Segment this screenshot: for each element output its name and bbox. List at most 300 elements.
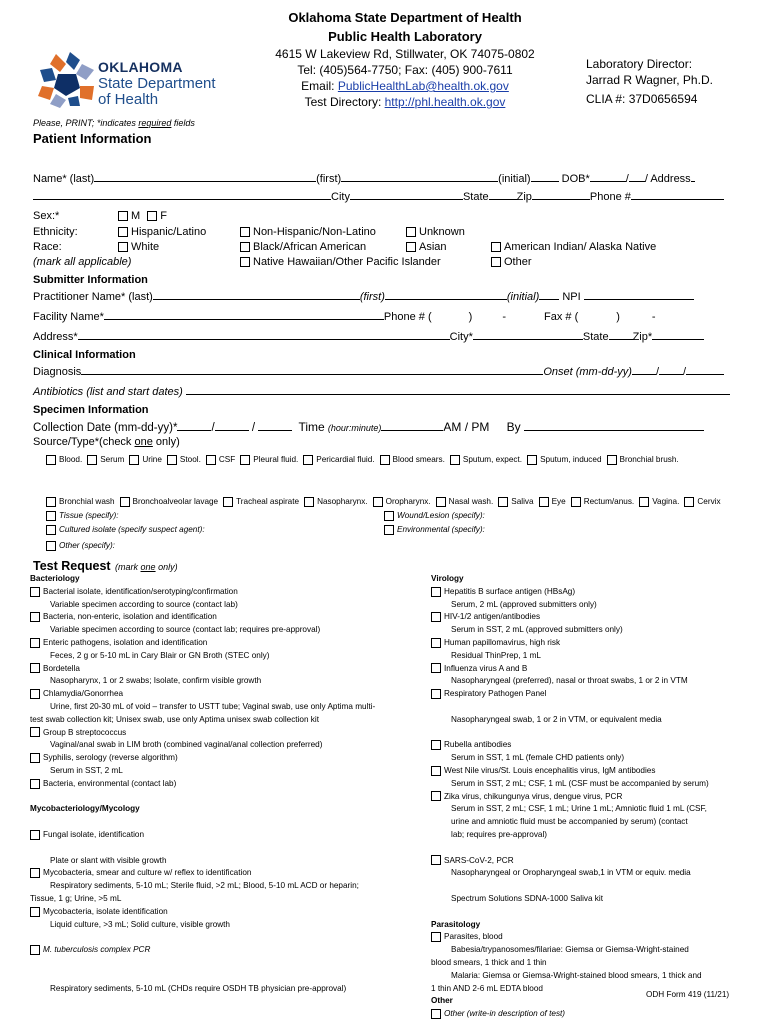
submitter-city-field[interactable] <box>473 330 583 340</box>
source-checkbox[interactable] <box>46 497 56 507</box>
mark-all-note: (mark all applicable) <box>33 256 132 268</box>
test-option-bacteria-environmental-contact[interactable] <box>30 778 420 791</box>
wound-checkbox[interactable] <box>384 511 394 521</box>
source-option-nasopharynx[interactable] <box>304 497 368 506</box>
test-specimen-note: Nasopharynx, 1 or 2 swabs; Isolate, confirm visible growth <box>50 676 262 686</box>
source-label: Sputum, expect. <box>462 455 523 465</box>
ok-state-logo-icon <box>36 50 98 108</box>
environmental-checkbox[interactable] <box>384 525 394 535</box>
test-checkbox[interactable] <box>431 1009 441 1019</box>
asian-checkbox[interactable] <box>406 242 416 252</box>
test-option-bordetella[interactable] <box>30 663 420 676</box>
antibiotics-field[interactable] <box>186 385 730 395</box>
test-option-label: Bacterial isolate, identification/serotyping/confirmation <box>43 586 238 596</box>
source-checkbox[interactable] <box>639 497 649 507</box>
submitter-zip-label: Zip* <box>632 331 653 343</box>
source-option-nasal-wash[interactable] <box>436 497 494 506</box>
test-option-label: Parasites, blood <box>444 932 503 942</box>
source-checkbox[interactable] <box>450 455 460 465</box>
spacer <box>30 842 420 855</box>
facility-phone-label: Phone # ( <box>383 311 432 323</box>
sex-m-checkbox[interactable] <box>118 211 128 221</box>
source-checkbox[interactable] <box>527 455 537 465</box>
dob-month[interactable] <box>590 172 626 182</box>
source-other-checkbox[interactable] <box>46 541 56 551</box>
test-option-label: Enteric pathogens, isolation and identification <box>43 637 208 647</box>
test-specimen-note: Respiratory sediments, 5-10 mL; Sterile fluid, >2 mL; Blood, 5-10 mL ACD or heparin; <box>50 881 359 891</box>
facility-label: Facility Name* <box>33 311 104 323</box>
source-label: Bronchoalveolar lavage <box>132 497 219 507</box>
test-option-sars-cov-2-pcr[interactable] <box>431 855 751 868</box>
source-option-pleural-fluid[interactable] <box>240 455 298 464</box>
test-option-label: SARS-CoV-2, PCR <box>444 855 514 865</box>
phone-dash: - <box>502 311 507 323</box>
environmental-label: Environmental (specify): <box>397 525 485 535</box>
test-option-label: Hepatitis B surface antigen (HBsAg) <box>444 586 576 596</box>
email-label: Email: <box>301 79 338 93</box>
test-specimen-note: Urine, first 20-30 mL of void – transfer to USTT tube; Vaginal swab, use only Aptima multi- <box>50 701 376 711</box>
source-label: Urine <box>142 455 162 465</box>
last-name-field[interactable] <box>94 172 316 182</box>
test-option-label: M. tuberculosis complex PCR <box>43 945 151 955</box>
test-specimen-note: Serum, 2 mL (approved submitters only) <box>451 599 597 609</box>
clia-number: CLIA #: 37D0656594 <box>586 92 698 106</box>
lab-phone: Tel: (405)564-7750; Fax: (405) 900-7611 <box>297 63 513 77</box>
form-number: ODH Form 419 (11/21) <box>646 990 730 999</box>
source-label: Tracheal aspirate <box>236 497 300 507</box>
hispanic-checkbox[interactable] <box>118 227 128 237</box>
test-checkbox[interactable] <box>431 689 441 699</box>
test-specimen-note: Variable specimen according to source (contact lab) <box>50 599 238 609</box>
test-option-influenza-virus-a-and-b[interactable] <box>431 663 751 676</box>
patient-address-field[interactable] <box>691 172 695 182</box>
tissue-label: Tissue (specify): <box>59 511 119 521</box>
facility-field[interactable] <box>104 310 384 320</box>
test-specimen-note: Spectrum Solutions SDNA-1000 Saliva kit <box>451 893 603 903</box>
lab-name: Public Health Laboratory <box>328 29 482 44</box>
test-checkbox[interactable] <box>431 587 441 597</box>
patient-name-row: Name* (last) (first) (initial) DOB* / / Address <box>33 172 695 185</box>
tissue-checkbox[interactable] <box>46 511 56 521</box>
patient-info-title: Patient Information <box>33 131 152 146</box>
spacer <box>431 880 751 893</box>
test-option-label: HIV-1/2 antigen/antibodies <box>444 612 541 622</box>
nhpi-checkbox[interactable] <box>240 257 250 267</box>
initial-label: (initial) <box>498 173 531 185</box>
diagnosis-label: Diagnosis <box>33 366 82 378</box>
source-option-csf[interactable] <box>206 455 235 464</box>
source-checkbox[interactable] <box>129 455 139 465</box>
source-option-rectum-anus[interactable] <box>571 497 635 506</box>
clinical-info-title: Clinical Information <box>33 349 136 361</box>
asian-label: Asian <box>419 241 447 253</box>
test-option-label: Bacteria, environmental (contact lab) <box>43 778 177 788</box>
test-checkbox[interactable] <box>30 663 40 673</box>
test-option-chlamydia-gonorrhea[interactable] <box>30 688 420 701</box>
test-checkbox[interactable] <box>431 791 441 801</box>
source-checkbox[interactable] <box>380 455 390 465</box>
source-option-bronchoalveolar-lavage[interactable] <box>120 497 219 506</box>
test-specimen-note: Liquid culture, >3 mL; Solid culture, visible growth <box>50 919 230 929</box>
practitioner-initial-field[interactable] <box>539 290 559 300</box>
collection-date-label: Collection Date (mm-dd-yy)* <box>33 422 178 434</box>
test-checkbox[interactable] <box>431 638 441 648</box>
source-checkbox[interactable] <box>684 497 694 507</box>
source-checkbox[interactable] <box>373 497 383 507</box>
collection-year-field[interactable] <box>258 421 292 431</box>
test-specimen-note: 1 thin AND 2-6 mL EDTA blood <box>431 983 543 993</box>
spacer <box>30 791 420 804</box>
spacer <box>431 842 751 855</box>
test-section-heading: Virology <box>431 574 464 583</box>
lab-address: 4615 W Lakeview Rd, Stillwater, OK 74075-0802 <box>275 47 535 61</box>
source-option-vagina[interactable] <box>639 497 679 506</box>
practitioner-last-field[interactable] <box>153 290 360 300</box>
source-label: Nasopharynx. <box>317 497 368 507</box>
test-specimen-note: Malaria: Giemsa or Giemsa-Wright-stained blood smears, 1 thick and <box>451 970 702 980</box>
test-checkbox[interactable] <box>30 587 40 597</box>
org-name: Oklahoma State Department of Health <box>288 10 522 25</box>
test-specimen-note: Serum in SST, 2 mL <box>50 765 123 775</box>
source-label: Stool. <box>179 455 201 465</box>
test-checkbox[interactable] <box>30 830 40 840</box>
zip-field[interactable] <box>532 190 590 200</box>
patient-address-label: / Address <box>644 173 691 185</box>
source-option-pericardial-fluid[interactable] <box>303 455 374 464</box>
test-checkbox[interactable] <box>431 663 441 673</box>
test-option-other-write-in-description-of-[interactable] <box>431 1008 751 1021</box>
test-option-label: Respiratory Pathogen Panel <box>444 689 547 699</box>
test-option-label: Zika virus, chikungunya virus, dengue virus, PCR <box>444 791 623 801</box>
test-option-label: Chlamydia/Gonorrhea <box>43 689 124 699</box>
fax-label: Fax # ( <box>544 311 579 323</box>
sex-m-label: M <box>131 210 141 222</box>
test-option-parasites-blood[interactable] <box>431 931 751 944</box>
source-option-saliva[interactable] <box>498 497 533 506</box>
test-specimen-note: Tissue, 1 g; Urine, >5 mL <box>30 893 122 903</box>
directory-link[interactable]: http://phl.health.ok.gov <box>384 95 506 109</box>
test-specimen-note: Serum in SST, 2 mL (approved submitters only) <box>451 625 623 635</box>
submitter-zip-field[interactable] <box>652 330 704 340</box>
submitter-state-field[interactable] <box>609 330 633 340</box>
phone-paren: ) <box>468 311 473 323</box>
tests-right-column <box>431 573 751 1021</box>
test-option-mycobacteria-smear-and-culture[interactable] <box>30 867 420 880</box>
source-checkbox[interactable] <box>498 497 508 507</box>
collected-by-field[interactable] <box>524 421 704 431</box>
test-request-subtitle: (mark one only) <box>115 562 178 572</box>
logo-line3: of Health <box>98 91 159 108</box>
source-checkbox[interactable] <box>607 455 617 465</box>
test-option-bacteria-non-enteric-isolation[interactable] <box>30 611 420 624</box>
source-label: Pleural fluid. <box>253 455 299 465</box>
test-checkbox[interactable] <box>30 907 40 917</box>
source-option-eye[interactable] <box>539 497 566 506</box>
test-option-rubella-antibodies[interactable] <box>431 739 751 752</box>
source-label: Sputum, induced <box>540 455 602 465</box>
test-checkbox[interactable] <box>30 753 40 763</box>
phone-label: Phone # <box>589 191 631 203</box>
source-label: Nasal wash. <box>448 497 494 507</box>
test-specimen-note: Serum in SST, 2 mL; CSF, 1 mL (CSF must be accompanied by serum) <box>451 778 709 788</box>
amind-checkbox[interactable] <box>491 242 501 252</box>
nonhispanic-label: Non-Hispanic/Non-Latino <box>253 226 376 238</box>
cultured-isolate-checkbox[interactable] <box>46 525 56 535</box>
phone-field[interactable] <box>631 190 724 200</box>
black-checkbox[interactable] <box>240 242 250 252</box>
source-option-sputum-expect[interactable] <box>450 455 522 464</box>
source-checkbox[interactable] <box>46 455 56 465</box>
test-option-hiv-1-2-antigen-antibodies[interactable] <box>431 611 751 624</box>
first-name-field[interactable] <box>341 172 498 182</box>
diagnosis-field[interactable] <box>81 365 543 375</box>
test-specimen-note: Vaginal/anal swab in LIM broth (combined vaginal/anal collection preferred) <box>50 740 323 750</box>
source-label: Serum <box>100 455 125 465</box>
submitter-city-label: City* <box>449 331 473 343</box>
test-checkbox[interactable] <box>30 945 40 955</box>
npi-field[interactable] <box>584 290 694 300</box>
antibiotics-label: Antibiotics (list and start dates) <box>33 386 183 398</box>
onset-month-field[interactable] <box>632 365 656 375</box>
test-section-heading: Other <box>431 996 453 1006</box>
test-option-label: Mycobacteria, smear and culture w/ reflex to identification <box>43 868 252 878</box>
test-specimen-note: Variable specimen according to source (contact lab; requires pre-approval) <box>50 625 321 635</box>
logo <box>36 50 236 108</box>
spacer <box>431 906 751 919</box>
source-option-bronchial-brush[interactable] <box>607 455 679 464</box>
test-option-label: Bacteria, non-enteric, isolation and identification <box>43 612 217 622</box>
source-label: Rectum/anus. <box>583 497 635 507</box>
state-field[interactable] <box>489 190 517 200</box>
source-option-stool[interactable] <box>167 455 201 464</box>
source-option-cervix[interactable] <box>684 497 720 506</box>
source-other-label: Other (specify): <box>59 541 115 551</box>
fax-paren: ) <box>616 311 620 323</box>
test-option-label: Mycobacteria, isolate identification <box>43 906 168 916</box>
hispanic-label: Hispanic/Latino <box>131 226 207 238</box>
submitter-state-label: State <box>582 331 609 343</box>
instructions: Please, PRINT; *indicates required fields <box>33 118 195 128</box>
test-checkbox[interactable] <box>431 612 441 622</box>
spacer <box>431 701 751 714</box>
specimen-info-title: Specimen Information <box>33 404 149 416</box>
source-label: Vagina. <box>652 497 680 507</box>
logo-line2: State Department <box>98 75 216 92</box>
test-checkbox[interactable] <box>431 855 441 865</box>
test-option-hepatitis-b-surface-antigen-hb[interactable] <box>431 586 751 599</box>
spacer <box>30 931 420 944</box>
test-specimen-note: Serum in SST, 1 mL (female CHD patients only) <box>451 753 625 763</box>
initial-field[interactable] <box>531 172 559 182</box>
spacer <box>30 816 420 829</box>
source-checkbox[interactable] <box>539 497 549 507</box>
practitioner-initial-label: (initial) <box>506 291 540 303</box>
city-field[interactable] <box>350 190 463 200</box>
source-option-tracheal-aspirate[interactable] <box>223 497 299 506</box>
test-option-label: Bordetella <box>43 663 80 673</box>
ethnicity-label: Ethnicity: <box>33 226 78 238</box>
spacer <box>30 957 420 970</box>
test-specimen-note: blood smears, 1 thick and 1 thin <box>431 957 547 967</box>
test-option-label: Other (write-in description of test) <box>444 1009 566 1019</box>
directory-label: Test Directory: <box>304 95 385 109</box>
test-specimen-note: test swab collection kit; Unisex swab, use only Aptima unisex swab collection kit <box>30 714 319 724</box>
white-checkbox[interactable] <box>118 242 128 252</box>
test-specimen-note: Residual ThinPrep, 1 mL <box>451 650 541 660</box>
test-option-group-b-streptococcus[interactable] <box>30 727 420 740</box>
director-label: Laboratory Director: <box>586 57 693 71</box>
source-option-sputum-induced[interactable] <box>527 455 601 464</box>
test-specimen-note: lab; requires pre-approval) <box>451 829 548 839</box>
source-checkbox[interactable] <box>87 455 97 465</box>
nonhispanic-checkbox[interactable] <box>240 227 250 237</box>
test-option-label: Fungal isolate, identification <box>43 829 145 839</box>
npi-label: NPI <box>562 291 581 303</box>
source-checkbox[interactable] <box>571 497 581 507</box>
street-field[interactable] <box>33 190 331 200</box>
source-checkbox[interactable] <box>206 455 216 465</box>
time-label: Time <box>298 420 325 434</box>
test-option-label: Influenza virus A and B <box>444 663 528 673</box>
fax-dash: - <box>651 311 656 323</box>
test-checkbox[interactable] <box>431 740 441 750</box>
source-option-oropharynx[interactable] <box>373 497 431 506</box>
test-specimen-note: Feces, 2 g or 5-10 mL in Cary Blair or GN Broth (STEC only) <box>50 650 270 660</box>
source-label: Blood. <box>59 455 83 465</box>
sex-f-label: F <box>160 210 167 222</box>
test-option-m-tuberculosis-complex-pcr[interactable] <box>30 944 420 957</box>
city-label: City <box>331 191 350 203</box>
source-option-blood[interactable] <box>46 455 82 464</box>
test-specimen-note: Nasopharyngeal or Oropharyngeal swab,1 in VTM or equiv. media <box>451 868 691 878</box>
practitioner-first-field[interactable] <box>385 290 507 300</box>
test-checkbox[interactable] <box>30 868 40 878</box>
source-checkbox[interactable] <box>120 497 130 507</box>
ethnicity-unknown-checkbox[interactable] <box>406 227 416 237</box>
ampm-label: AM / PM <box>443 420 490 434</box>
collection-month-field[interactable] <box>177 421 211 431</box>
test-checkbox[interactable] <box>30 638 40 648</box>
test-option-label: Rubella antibodies <box>444 740 512 750</box>
collection-day-field[interactable] <box>215 421 249 431</box>
test-option-syphilis-serology-reverse-algo[interactable] <box>30 752 420 765</box>
state-label: State <box>462 191 489 203</box>
black-label: Black/African American <box>253 241 367 253</box>
source-option-blood-smears[interactable] <box>380 455 445 464</box>
white-label: White <box>131 241 160 253</box>
tests-left-column <box>30 573 420 995</box>
nhpi-label: Native Hawaiian/Other Pacific Islander <box>253 256 441 268</box>
amind-label: American Indian/ Alaska Native <box>504 241 657 253</box>
test-specimen-note: Nasopharyngeal (preferred), nasal or throat swabs, 1 or 2 in VTM <box>451 676 688 686</box>
dob-label: DOB* <box>561 173 590 185</box>
source-option-urine[interactable] <box>129 455 162 464</box>
test-checkbox[interactable] <box>30 779 40 789</box>
test-option-label: West Nile virus/St. Louis encephalitis virus, IgM antibodies <box>444 765 656 775</box>
cultured-isolate-label: Cultured isolate (specify suspect agent): <box>59 525 205 535</box>
by-label: By <box>506 420 521 434</box>
source-label: Eye <box>551 497 566 507</box>
sex-f-checkbox[interactable] <box>147 211 157 221</box>
source-label: Bronchial brush. <box>619 455 679 465</box>
source-checkbox[interactable] <box>240 455 250 465</box>
email-link[interactable]: PublicHealthLab@health.ok.gov <box>337 79 509 93</box>
onset-year-field[interactable] <box>686 365 724 375</box>
spacer <box>431 727 751 740</box>
onset-label: Onset (mm-dd-yy) <box>543 366 632 378</box>
submitter-address-label: Address* <box>33 331 78 343</box>
test-option-respiratory-pathogen-panel[interactable] <box>431 688 751 701</box>
source-checkbox[interactable] <box>167 455 177 465</box>
test-option-human-papillomavirus-high-risk[interactable] <box>431 637 751 650</box>
onset-day-field[interactable] <box>659 365 683 375</box>
test-checkbox[interactable] <box>431 766 441 776</box>
submitter-address-field[interactable] <box>78 330 450 340</box>
director-name: Jarrad R Wagner, Ph.D. <box>586 73 713 87</box>
test-specimen-note: Nasopharyngeal swab, 1 or 2 in VTM, or equivalent media <box>451 714 662 724</box>
practitioner-label: Practitioner Name* (last) <box>33 291 153 303</box>
test-option-bacterial-isolate-identificati[interactable] <box>30 586 420 599</box>
test-option-fungal-isolate-identification[interactable] <box>30 829 420 842</box>
test-checkbox[interactable] <box>30 689 40 699</box>
source-type-label: Source/Type*(check one only) <box>33 436 180 448</box>
test-specimen-note: Respiratory sediments, 5-10 mL (CHDs require OSDH TB physician pre-approval) <box>50 983 347 993</box>
test-option-label: Human papillomavirus, high risk <box>444 637 561 647</box>
test-specimen-note: Plate or slant with visible growth <box>50 855 167 865</box>
test-section-heading: Parasitology <box>431 919 481 929</box>
source-label: Blood smears. <box>392 455 445 465</box>
first-label: (first) <box>316 173 342 185</box>
test-checkbox[interactable] <box>30 612 40 622</box>
test-option-label: Syphilis, serology (reverse algorithm) <box>43 753 178 763</box>
source-option-serum[interactable] <box>87 455 124 464</box>
source-label: CSF <box>218 455 236 465</box>
race-other-checkbox[interactable] <box>491 257 501 267</box>
time-field[interactable] <box>381 421 443 431</box>
test-option-zika-virus-chikungunya-virus-d[interactable] <box>431 791 751 804</box>
test-request-title: Test Request <box>33 559 111 573</box>
source-option-bronchial-wash[interactable] <box>46 497 115 506</box>
race-other-label: Other <box>504 256 532 268</box>
spacer <box>30 970 420 983</box>
sex-label: Sex:* <box>33 210 60 222</box>
test-checkbox[interactable] <box>30 727 40 737</box>
source-label: Pericardial fluid. <box>316 455 375 465</box>
time-format-label: (hour:minute) <box>327 423 382 433</box>
source-label: Oropharynx. <box>385 497 431 507</box>
source-checkbox[interactable] <box>223 497 233 507</box>
source-checkbox[interactable] <box>436 497 446 507</box>
test-checkbox[interactable] <box>431 932 441 942</box>
wound-label: Wound/Lesion (specify): <box>397 511 485 521</box>
test-option-mycobacteria-isolate-identific[interactable] <box>30 906 420 919</box>
practitioner-first-label: (first) <box>359 291 385 303</box>
source-label: Bronchial wash <box>59 497 115 507</box>
test-option-enteric-pathogens-isolation-an[interactable] <box>30 637 420 650</box>
dob-day[interactable] <box>629 172 645 182</box>
test-option-label: Group B streptococcus <box>43 727 127 737</box>
source-checkbox[interactable] <box>304 497 314 507</box>
test-specimen-note: urine and amniotic fluid must be accompanied by serum) (contact <box>451 817 688 827</box>
test-option-west-nile-virus-st-louis-encep[interactable] <box>431 765 751 778</box>
name-label: Name* (last) <box>33 173 95 185</box>
test-specimen-note: Serum in SST, 2 mL; CSF, 1 mL; Urine 1 mL; Amniotic fluid 1 mL (CSF, <box>451 804 707 814</box>
zip-label: Zip <box>516 191 532 203</box>
logo-line1: OKLAHOMA <box>98 59 183 75</box>
submitter-info-title: Submitter Information <box>33 274 148 286</box>
source-label: Saliva <box>511 497 534 507</box>
source-checkbox[interactable] <box>303 455 313 465</box>
